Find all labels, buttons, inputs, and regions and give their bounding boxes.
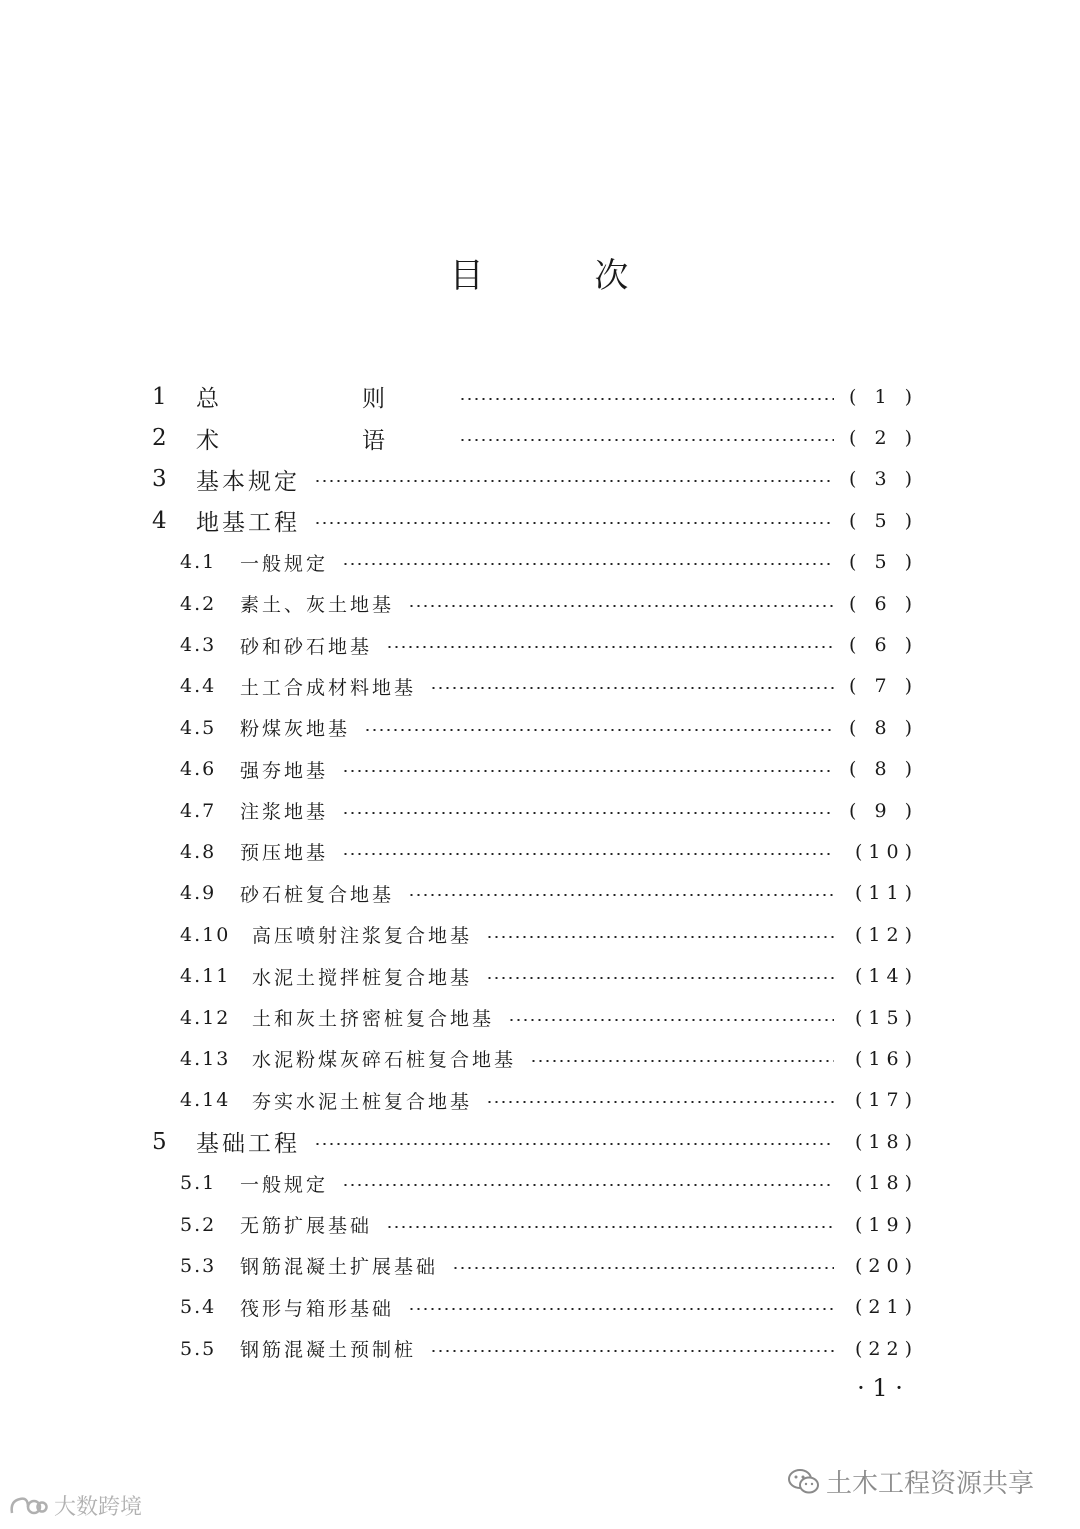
toc-section — [0, 997, 1080, 1038]
toc-page-number: (19) — [854, 1213, 918, 1236]
toc-title: 粉煤灰地基 — [240, 718, 351, 741]
toc-number: 4.8 — [180, 840, 217, 863]
page-title-char-2: 次 — [594, 256, 631, 296]
toc-dot-leader — [314, 522, 834, 524]
toc-dot-leader — [486, 936, 834, 938]
toc-dot-leader — [342, 1184, 834, 1186]
toc-number: 4.13 — [180, 1047, 231, 1070]
toc-dot-leader — [342, 812, 834, 814]
toc-page-number: (18) — [854, 1172, 918, 1195]
toc-number: 5.3 — [180, 1254, 217, 1277]
toc-number: 4.6 — [180, 758, 217, 781]
watermark-wechat-text: 土木工程资源共享 — [826, 1469, 1035, 1499]
toc-page-number: ( 6 ) — [849, 592, 918, 615]
toc-title: 注浆地基 — [240, 801, 329, 824]
toc-dot-leader — [430, 687, 834, 689]
toc-page-number: ( 8 ) — [849, 758, 918, 781]
toc-page-number: ( 7 ) — [849, 675, 918, 698]
toc-page-number: ( 8 ) — [849, 716, 918, 739]
toc-dot-leader — [342, 853, 834, 855]
toc-title: 一般规定 — [240, 552, 329, 575]
toc-number: 5.2 — [180, 1213, 217, 1236]
page-title — [0, 248, 1080, 297]
toc-section — [0, 749, 1080, 790]
watermark-wechat — [788, 1463, 1034, 1500]
toc-number: 5.5 — [180, 1337, 217, 1360]
toc-title: 砂和砂石地基 — [240, 635, 373, 658]
toc-chapter — [0, 500, 1080, 541]
toc-section — [0, 831, 1080, 872]
toc-title: 土和灰土挤密桩复合地基 — [252, 1008, 495, 1031]
toc-section — [0, 1204, 1080, 1245]
toc-section — [0, 914, 1080, 955]
toc-page-number: (14) — [854, 965, 918, 988]
toc-page-number: ( 5 ) — [849, 551, 918, 574]
toc-page-number: (18) — [854, 1130, 918, 1153]
toc-section — [0, 1080, 1080, 1121]
toc-section — [0, 583, 1080, 624]
toc-title: 素土、灰土地基 — [240, 594, 395, 617]
toc-section — [0, 873, 1080, 914]
toc-dot-leader — [530, 1060, 834, 1062]
toc-page-number: (15) — [854, 1006, 918, 1029]
toc-page-number: (11) — [854, 882, 918, 905]
toc-number: 4.11 — [180, 965, 231, 988]
toc-title: 无筋扩展基础 — [240, 1215, 373, 1237]
toc-dot-leader — [459, 439, 834, 441]
toc-section — [0, 1328, 1080, 1369]
toc-title: 总 则 — [196, 386, 445, 413]
toc-dot-leader — [408, 605, 834, 607]
toc-number: 1 — [152, 383, 169, 410]
toc-title: 筏形与箱形基础 — [240, 1297, 395, 1320]
toc-page-number: (12) — [854, 923, 918, 946]
toc-page-number: ( 6 ) — [849, 634, 918, 657]
toc-page-number: (17) — [854, 1089, 918, 1112]
toc-number: 4.14 — [180, 1089, 231, 1112]
toc-section — [0, 666, 1080, 707]
toc-page-number: (20) — [854, 1254, 918, 1277]
toc-title: 术 语 — [196, 427, 445, 454]
toc-title: 地基工程 — [196, 510, 300, 537]
toc-title: 水泥土搅拌桩复合地基 — [252, 966, 473, 989]
toc-number: 4.2 — [180, 592, 217, 615]
toc-chapter — [0, 376, 1080, 417]
watermark-brand — [8, 1490, 142, 1521]
toc-dot-leader — [452, 1267, 834, 1269]
toc-section — [0, 955, 1080, 996]
toc-section — [0, 1287, 1080, 1328]
toc-title: 一般规定 — [240, 1173, 329, 1196]
toc-section — [0, 542, 1080, 583]
toc-number: 5.4 — [180, 1296, 217, 1319]
toc-dot-leader — [386, 646, 834, 648]
toc-page-number: ( 1 ) — [849, 385, 918, 408]
toc-number: 3 — [152, 466, 169, 493]
table-of-contents — [0, 376, 1080, 1369]
toc-page-number: ( 3 ) — [849, 468, 918, 491]
toc-title: 水泥粉煤灰碎石桩复合地基 — [252, 1049, 517, 1072]
toc-chapter — [0, 1121, 1080, 1162]
toc-chapter — [0, 459, 1080, 500]
watermark-brand-text: 大数跨境 — [54, 1495, 143, 1520]
toc-page-number: (21) — [854, 1296, 918, 1319]
toc-page-number: (22) — [854, 1337, 918, 1360]
toc-section — [0, 1245, 1080, 1286]
toc-dot-leader — [486, 977, 834, 979]
toc-dot-leader — [459, 398, 834, 400]
toc-number: 5.1 — [180, 1172, 217, 1195]
toc-number: 4.4 — [180, 675, 217, 698]
toc-section — [0, 1162, 1080, 1203]
toc-dot-leader — [364, 729, 834, 731]
toc-dot-leader — [408, 1308, 834, 1310]
toc-number: 4.12 — [180, 1006, 231, 1029]
toc-title: 基本规定 — [196, 468, 300, 495]
toc-dot-leader — [314, 480, 834, 482]
toc-title: 钢筋混凝土扩展基础 — [240, 1256, 439, 1279]
toc-title: 夯实水泥土桩复合地基 — [252, 1090, 473, 1113]
toc-number: 5 — [152, 1128, 169, 1155]
toc-dot-leader — [342, 770, 834, 772]
toc-page-number: ( 9 ) — [849, 799, 918, 822]
toc-title: 高压喷射注浆复合地基 — [252, 925, 473, 948]
toc-page-number: (16) — [854, 1047, 918, 1070]
toc-title: 砂石桩复合地基 — [240, 883, 395, 906]
toc-number: 4 — [152, 507, 169, 534]
toc-number: 4.9 — [180, 882, 217, 905]
toc-number: 2 — [152, 425, 169, 452]
toc-chapter — [0, 417, 1080, 458]
toc-title: 预压地基 — [240, 842, 329, 865]
toc-dot-leader — [430, 1350, 834, 1352]
toc-dot-leader — [486, 1101, 834, 1103]
page-title-char-1: 目 — [449, 256, 486, 296]
page-number: · 1 · — [857, 1374, 903, 1402]
toc-title: 土工合成材料地基 — [240, 676, 417, 699]
toc-number: 4.7 — [180, 799, 217, 822]
toc-page-number: ( 5 ) — [849, 509, 918, 532]
toc-section — [0, 624, 1080, 665]
toc-title: 强夯地基 — [240, 759, 329, 782]
toc-dot-leader — [314, 1143, 834, 1145]
toc-title: 基础工程 — [196, 1131, 300, 1158]
toc-section — [0, 1038, 1080, 1079]
toc-title: 钢筋混凝土预制桩 — [240, 1339, 417, 1362]
toc-section — [0, 707, 1080, 748]
logo-icon — [8, 1493, 48, 1519]
toc-number: 4.3 — [180, 634, 217, 657]
toc-page-number: (10) — [854, 840, 918, 863]
toc-number: 4.5 — [180, 716, 217, 739]
toc-page-number: ( 2 ) — [849, 427, 918, 450]
toc-dot-leader — [408, 894, 834, 896]
toc-number: 4.1 — [180, 551, 217, 574]
wechat-icon — [788, 1468, 820, 1496]
toc-section — [0, 790, 1080, 831]
toc-dot-leader — [386, 1226, 834, 1228]
toc-dot-leader — [342, 563, 834, 565]
toc-dot-leader — [508, 1019, 834, 1021]
toc-number: 4.10 — [180, 923, 231, 946]
